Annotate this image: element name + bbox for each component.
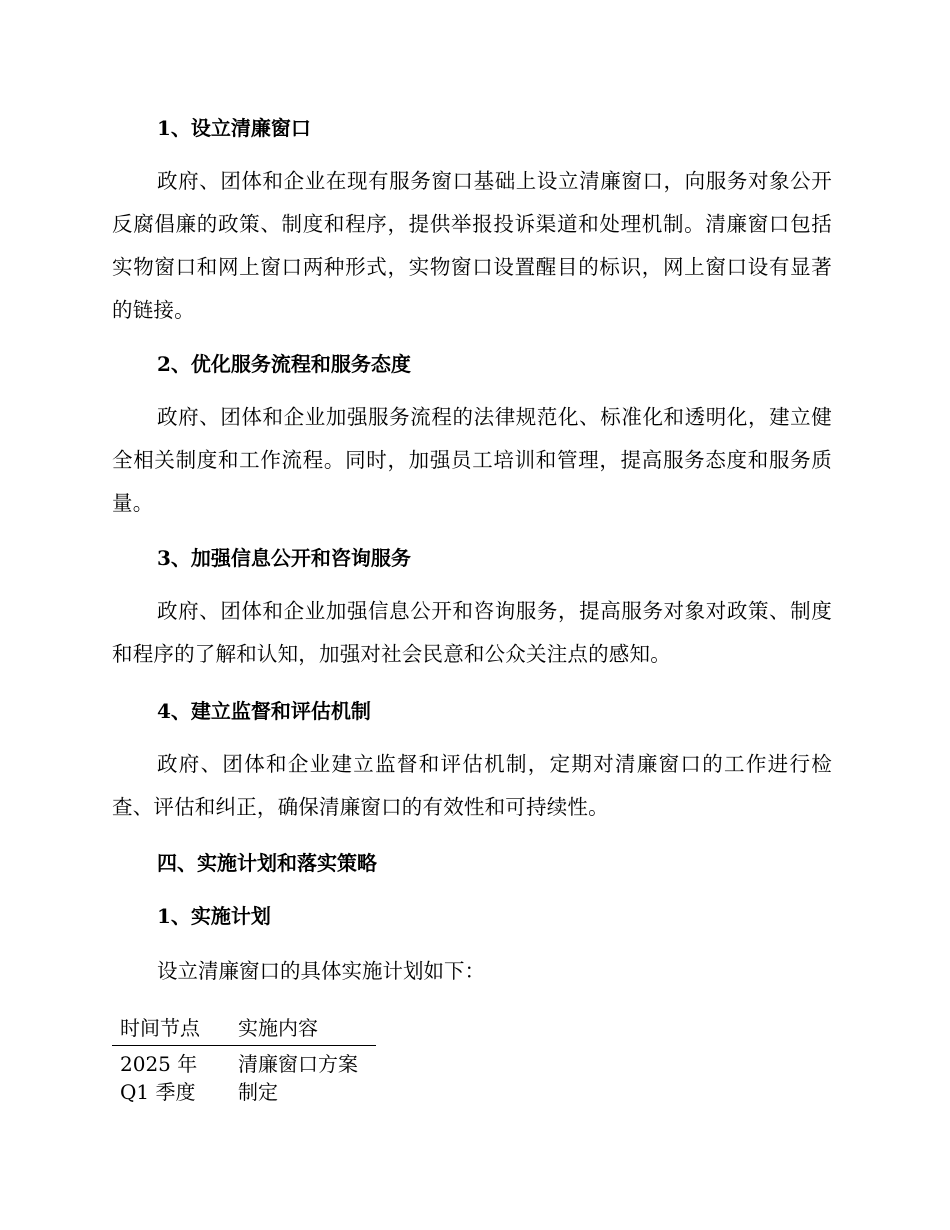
plan-subheading: 1、实施计划 — [157, 904, 271, 928]
section-3-heading: 3、加强信息公开和咨询服务 — [157, 546, 411, 570]
table-cell-content: 清廉窗口方案制定 — [238, 1052, 358, 1104]
table-row — [112, 1046, 376, 1107]
section-2-heading: 2、优化服务流程和服务态度 — [157, 352, 411, 376]
section-4-body: 政府、团体和企业建立监督和评估机制，定期对清廉窗口的工作进行检查、评估和纠正，确保清廉窗口的有效性和可持续性。 — [112, 752, 832, 819]
section-1-body: 政府、团体和企业在现有服务窗口基础上设立清廉窗口，向服务对象公开反腐倡廉的政策、制度和程序，提供举报投诉渠道和处理机制。清廉窗口包括实物窗口和网上窗口两种形式，实物窗口设置醒目的标识，网上窗口设有显著的链接。 — [112, 169, 832, 322]
section-3-body: 政府、团体和企业加强信息公开和咨询服务，提高服务对象对政策、制度和程序的了解和认知，加强对社会民意和公众关注点的感知。 — [112, 599, 832, 666]
section-2-body: 政府、团体和企业加强服务流程的法律规范化、标准化和透明化，建立健全相关制度和工作流程。同时，加强员工培训和管理，提高服务态度和服务质量。 — [112, 405, 832, 515]
section-4-heading: 4、建立监督和评估机制 — [157, 699, 371, 723]
table-header-row — [112, 1013, 376, 1046]
table-header-time: 时间节点 — [112, 1013, 230, 1046]
chapter-heading: 四、实施计划和落实策略 — [157, 851, 377, 875]
section-1-heading: 1、设立清廉窗口 — [157, 116, 311, 140]
table-cell-time: 2025 年 Q1 季度 — [120, 1052, 198, 1104]
implementation-plan-table — [112, 1013, 376, 1106]
plan-intro: 设立清廉窗口的具体实施计划如下： — [157, 959, 485, 983]
table-header-content: 实施内容 — [230, 1013, 376, 1046]
